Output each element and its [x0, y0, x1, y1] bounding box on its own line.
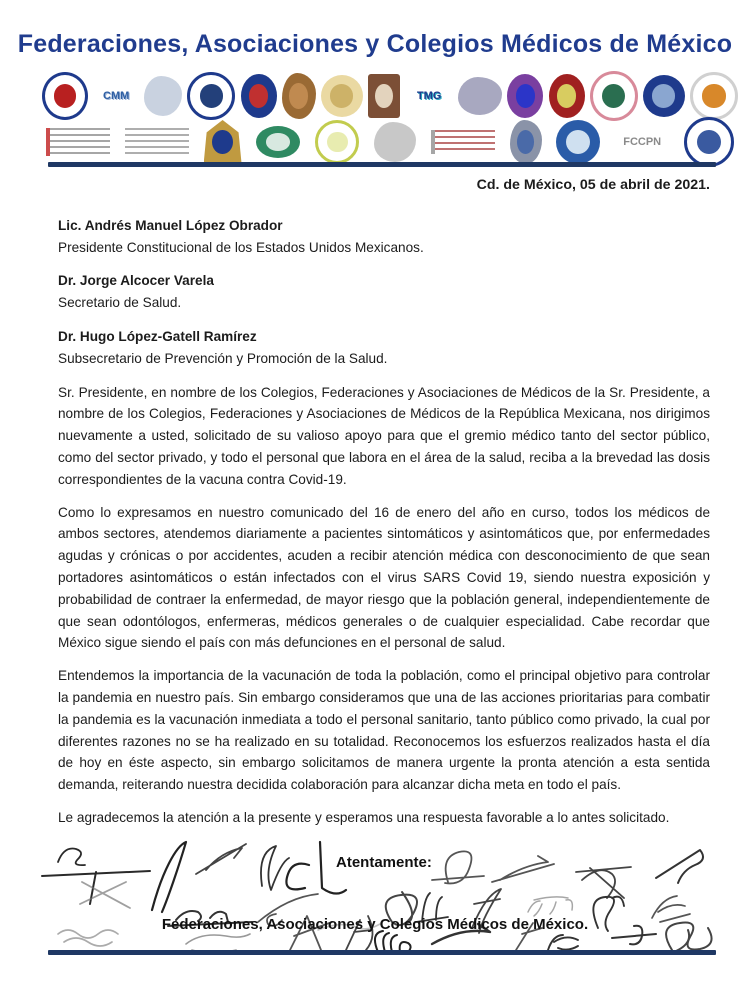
ama-text-logo-logo — [125, 128, 189, 156]
navy-red-oval-logo — [241, 74, 277, 118]
lime-circle-text-logo — [315, 120, 359, 164]
paragraph-2: Como lo expresamos en nuestro comunicado del 16 de enero del año en curso, todos los médicos de ambos sectores, atendemos diariamente a pacientes sintomáticos y asintomáticos que, por enfermedades agudas y crónicas o por accidentes, acuden a recibir atención médica con desconocimiento de que sean portadores asintomáticos o están infectados con el virus SARS Covid 19, siendo nuestra exposición y probabilidad de contraer la enfermedad, de mayor riesgo que la población general, independientemente de que sean odontólogos, enfermeras, médicos generales o de cualquier especialidad. Cabe recordar que México sigue siendo el país con más defunciones en el personal de salud. — [58, 504, 710, 651]
footer-organization: Federaciones, Asociaciones y Colegios Médicos de México. — [161, 916, 589, 933]
signature-area — [0, 830, 750, 955]
recipient-title: Subsecretario de Prevención y Promoción de la Salud. — [58, 350, 388, 366]
recipient-title: Secretario de Salud. — [58, 295, 182, 311]
mexico-map-logo — [458, 77, 502, 115]
gyneco-symbol-logo — [590, 71, 638, 121]
date-line: Cd. de México, 05 de abril de 2021. — [476, 177, 710, 193]
closing-salutation: Atentamente: — [336, 854, 432, 871]
header-divider — [48, 162, 716, 167]
recipient-health-secretary — [58, 270, 710, 314]
green-oval-text-logo — [256, 126, 300, 158]
faint-emblem-logo — [144, 76, 182, 116]
red-gold-oval-logo — [549, 74, 585, 118]
aztec-figure-logo — [282, 73, 316, 119]
gold-navy-shield-logo — [204, 120, 242, 164]
kidneys-circle-logo — [690, 72, 738, 120]
fccpn-text-logo: FCCPN — [623, 135, 662, 148]
recipient-name: Dr. Hugo López-Gatell Ramírez — [58, 328, 257, 344]
cmim-letters-logo: CMM — [103, 89, 130, 102]
tmg-letters-logo: TMG — [416, 89, 442, 102]
paragraph-4: Le agradecemos la atención a la presente y esperamos una respuesta favorable a lo antes solicitado. — [58, 809, 670, 825]
person-silhouette-logo — [510, 120, 542, 164]
navy-ring-seal-logo — [684, 117, 734, 167]
footer-divider — [48, 950, 716, 955]
hourglass-emblem-logo — [42, 72, 88, 120]
purple-oval-logo — [507, 74, 543, 118]
faint-seal-logo — [374, 122, 416, 162]
navy-seal-logo — [187, 72, 235, 120]
letter-body — [58, 175, 710, 840]
recipient-name: Dr. Jorge Alcocer Varela — [58, 273, 214, 289]
signatures-ink — [0, 830, 750, 955]
logo-row-2 — [46, 119, 734, 165]
text-logo-redbar-logo — [46, 128, 110, 156]
recipient-undersecretary — [58, 326, 710, 370]
recipient-name: Lic. Andrés Manuel López Obrador — [58, 217, 283, 233]
paragraph-1: Sr. Presidente, en nombre de los Colegios, Federaciones y Asociaciones de Médicos de la Sr. Presidente, a nombre de los Colegios, Federaciones y Asociaciones de Médicos de la República Mexicana, nos dirigimos nuevamente a usted, solicitado de su valioso apoyo para que el gremio médico tanto del sector público, como del sector privado, y todo el personal que labora en el área de la salud, reciba a la brevedad las dosis correspondientes de la vacuna contra Covid-19. — [58, 384, 710, 487]
logo-row-1 — [42, 72, 738, 120]
eagle-gold-circle-logo — [321, 75, 363, 117]
blue-globe-disc-logo — [556, 120, 600, 164]
conah-text-logo-logo — [431, 130, 495, 154]
brown-plaque-logo — [368, 74, 400, 118]
recipient-title: Presidente Constitucional de los Estados Unidos Mexicanos. — [58, 239, 424, 255]
navy-disc-logo — [643, 75, 685, 117]
recipient-president — [58, 215, 710, 259]
paragraph-3: Entendemos la importancia de la vacunación de toda la población, como el principal objetivo para controlar la pandemia en nuestro país. Sin embargo consideramos que una de las acciones prioritarias para combatir la pandemia es la vacunación inmediata a todo el personal sanitario, tanto público como privado, la cual por diferentes razones no se ha realizado en su totalidad. Reconocemos los esfuerzos realizados hasta el día de hoy en éste aspecto, sin embargo solicitamos de manera urgente la pronta atención a esta sentida demanda, reiterando nuestra decidida colaboración para alcanzar dicha meta en todo el país. — [58, 668, 710, 793]
page-title: Federaciones, Asociaciones y Colegios Médicos de México — [17, 30, 733, 58]
